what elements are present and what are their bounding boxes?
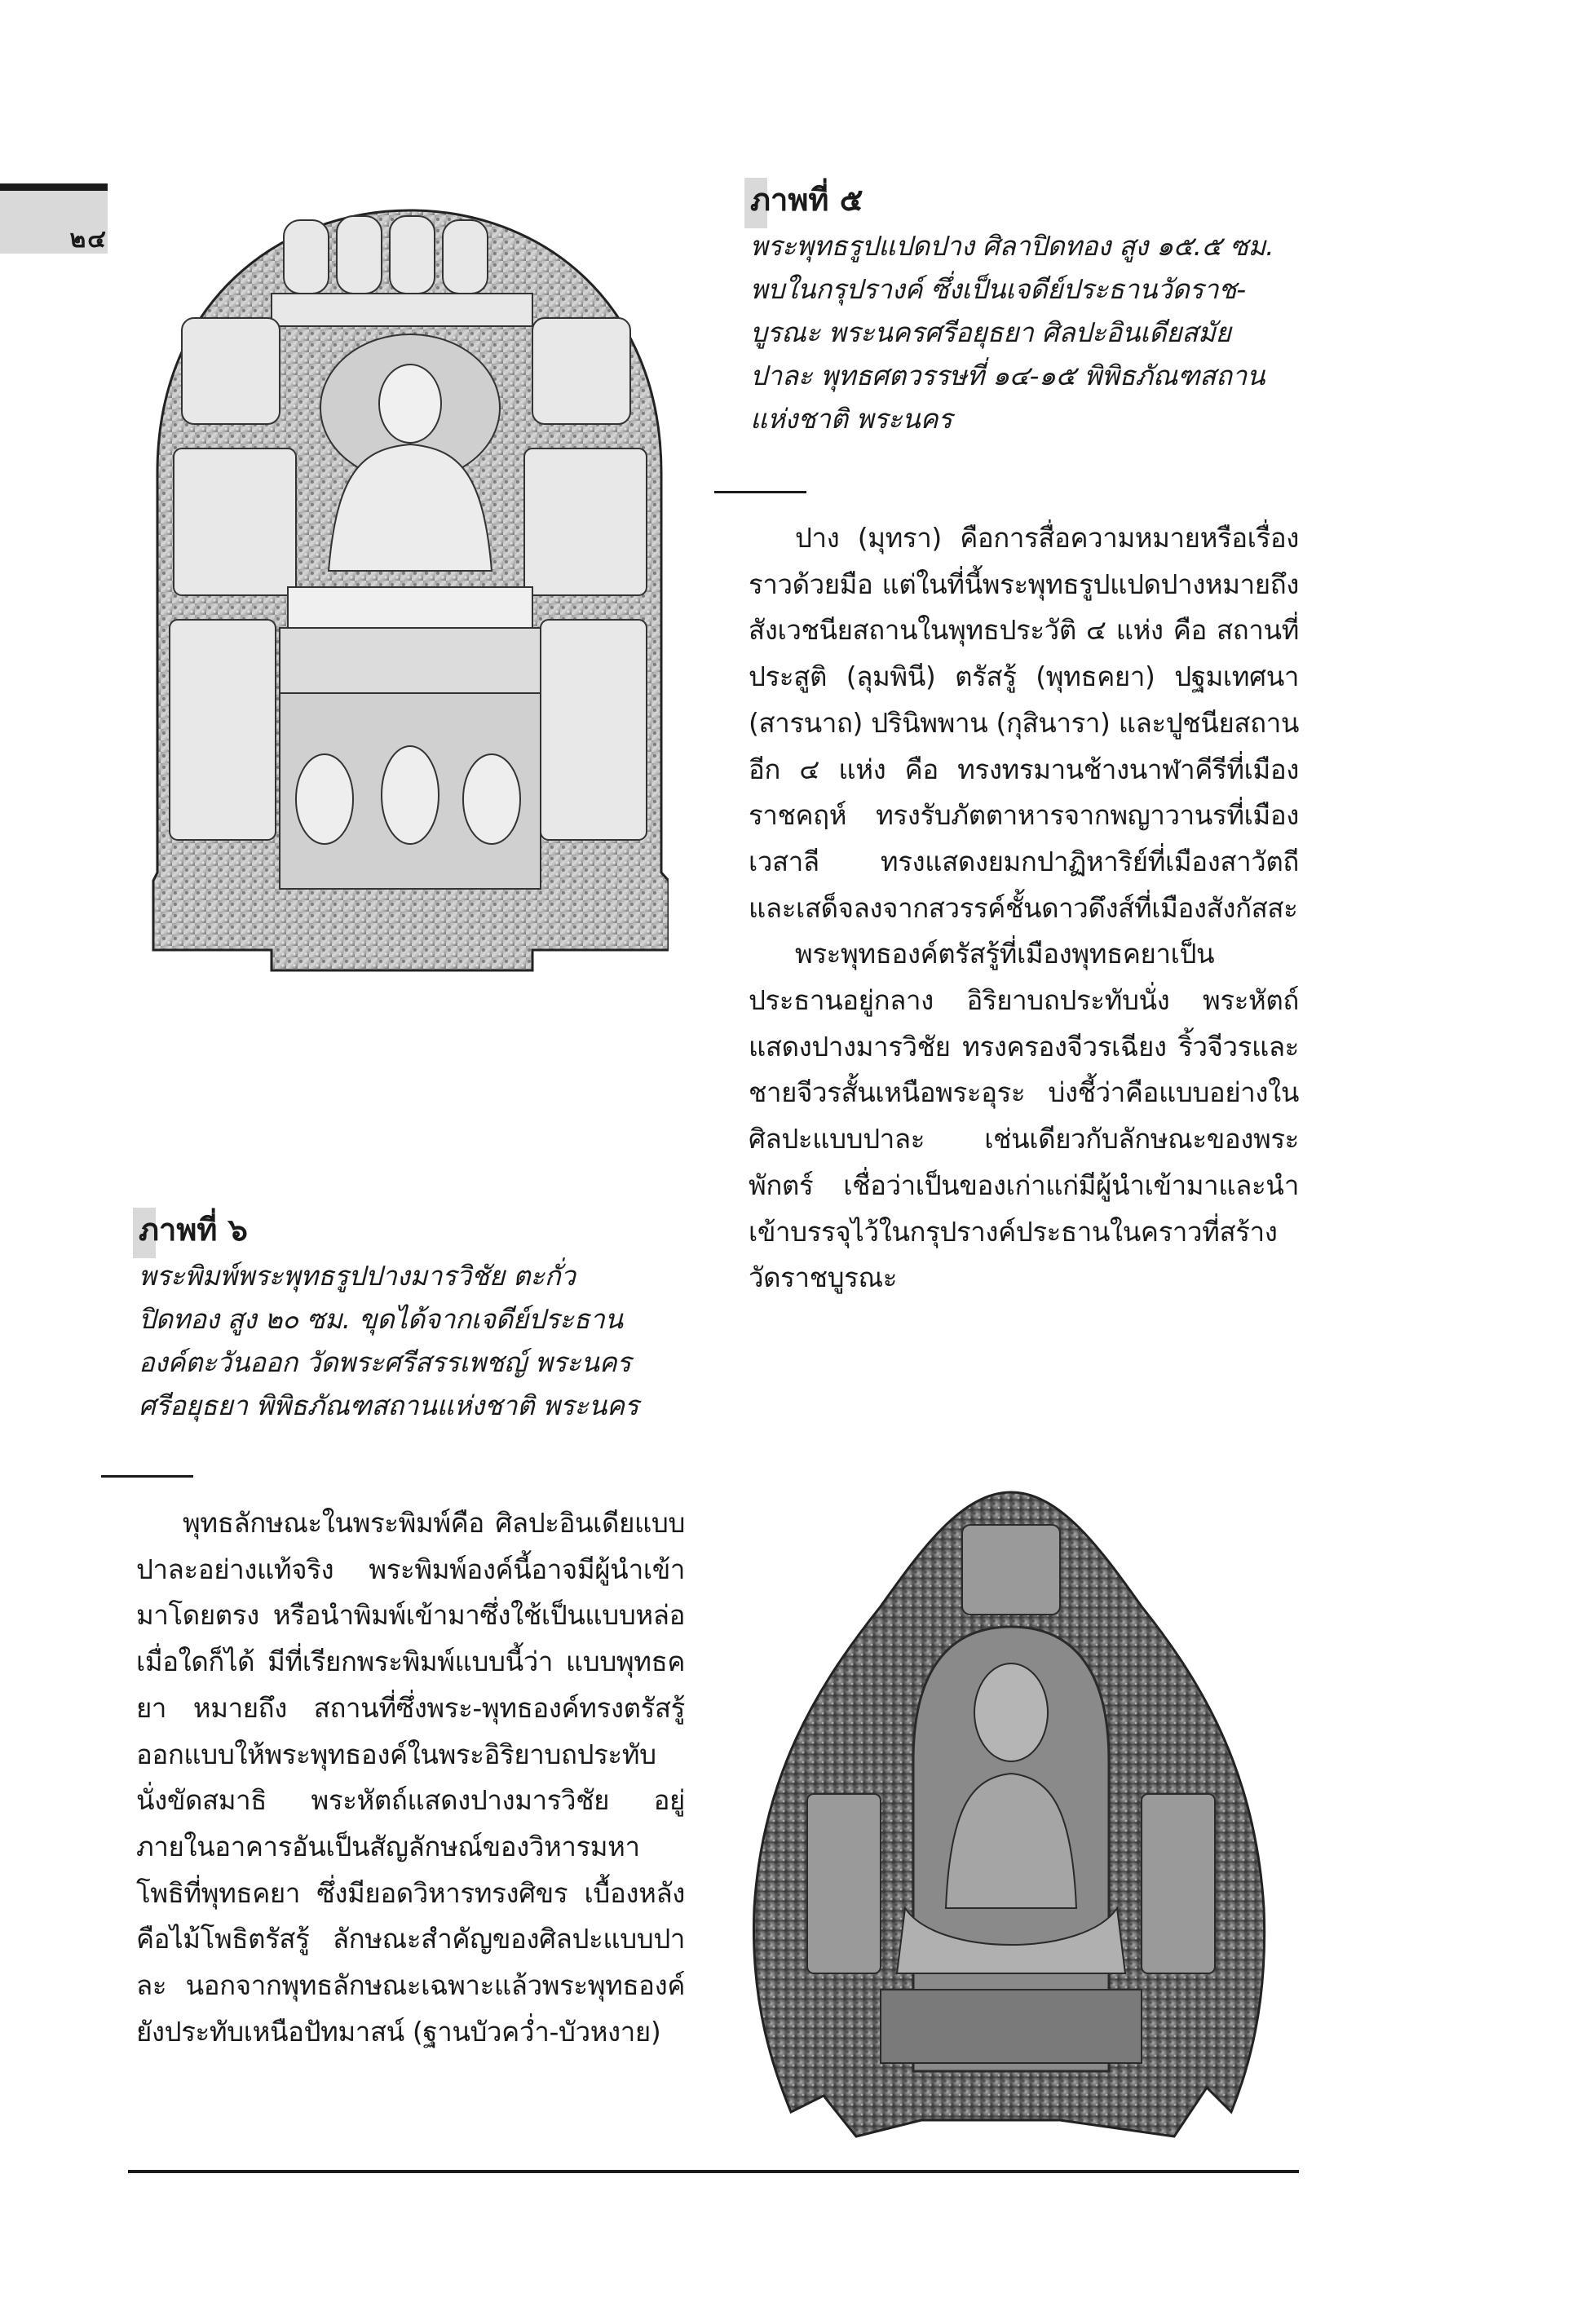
caption-line: บูรณะ พระนครศรีอยุธยา ศิลปะอินเดียสมัย xyxy=(750,316,1231,348)
paragraph: พระพุทธองค์ตรัสรู้ที่เมืองพุทธคยาเป็นประธานอยู่กลาง อิริยาบถประทับนั่ง พระหัตถ์แสดงปางมารวิชัย ทรงครองจีวรเฉียง ริ้วจีวรและชายจีวรสั้นเหนือพระอุระ บ่งชี้ว่าคือแบบอย่างในศิลปะแบบปาละ เช่นเดียวกับลักษณะของพระพักตร์ เชื่อว่าเป็นของเก่าแก่มีผู้นำเข้ามาและนำเข้าบรรจุไว้ในกรุปรางค์ประธานในคราวที่สร้างวัดราชบูรณะ xyxy=(749,938,1299,1294)
figure-5-label-wrap xyxy=(750,175,1305,224)
caption-line: พระพุทธรูปแปดปาง ศิลาปิดทอง สูง ๑๕.๕ ซม. xyxy=(750,230,1274,262)
figure-6-label-wrap xyxy=(139,1205,693,1254)
right-column-body xyxy=(749,515,1299,1301)
caption-line: ปิดทอง สูง ๒๐ ซม. ขุดได้จากเจดีย์ประธาน xyxy=(139,1303,623,1335)
buddha-stele-icon xyxy=(149,204,669,993)
caption-line: แห่งชาติ พระนคร xyxy=(750,403,952,435)
figure-5-label: ภาพที่ ๕ xyxy=(750,182,863,218)
caption-divider xyxy=(101,1475,193,1478)
figure-5-caption xyxy=(750,175,1305,440)
paragraph: ปาง (มุทรา) คือการสื่อความหมายหรือเรื่องราวด้วยมือ แต่ในที่นี้พระพุทธรูปแปดปางหมายถึง สังเวชนียสถานในพุทธประวัติ ๔ แห่ง คือ สถานที่ประสูติ (ลุมพินี) ตรัสรู้ (พุทธคยา) ปฐมเทศนา (สารนาถ) ปรินิพพาน (กุสินารา) และปูชนียสถานอีก ๔ แห่ง คือ ทรงทรมานช้างนาฬาคีรีที่เมืองราชคฤห์ ทรงรับภัตตาหารจากพญาวานรที่เมืองเวสาลี ทรงแสดงยมกปาฏิหาริย์ที่เมืองสาวัตถี และเสด็จลงจากสวรรค์ชั้นดาวดึงส์ที่เมืองสังกัสสะ xyxy=(749,522,1299,924)
page-number: ๒๔ xyxy=(69,225,108,254)
page-tab xyxy=(0,191,108,254)
figure-6-caption-text xyxy=(139,1254,693,1427)
paragraph: พุทธลักษณะในพระพิมพ์คือ ศิลปะอินเดียแบบปาละอย่างแท้จริง พระพิมพ์องค์นี้อาจมีผู้นำเข้ามาโดยตรง หรือนำพิมพ์เข้ามาซึ่งใช้เป็นแบบหล่อเมื่อใดก็ได้ มีที่เรียกพระพิมพ์แบบนี้ว่า แบบพุทธคยา หมายถึง สถานที่ซึ่งพระ-พุทธองค์ทรงตรัสรู้ ออกแบบให้พระพุทธองค์ในพระอิริยาบถประทับนั่งขัดสมาธิ พระหัตถ์แสดงปางมารวิชัย อยู่ภายในอาคารอันเป็นสัญลักษณ์ของวิหารมหาโพธิที่พุทธคยา ซึ่งมียอดวิหารทรงศิขร เบื้องหลังคือไม้โพธิตรัสรู้ ลักษณะสำคัญของศิลปะแบบปาละ นอกจากพุทธลักษณะเฉพาะแล้วพระพุทธองค์ยังประทับเหนือปัทมาสน์ (ฐานบัวคว่ำ-บัวหงาย) xyxy=(136,1507,685,2048)
page-tab-bar xyxy=(0,183,108,191)
caption-line: ศรีอยุธยา พิพิธภัณฑสถานแห่งชาติ พระนคร xyxy=(139,1390,639,1421)
figure-5-caption-text xyxy=(750,224,1305,440)
caption-line: ปาละ พุทธศตวรรษที่ ๑๔-๑๕ พิพิธภัณฑสถาน xyxy=(750,360,1265,391)
figure-6-caption xyxy=(139,1205,693,1427)
figure-6-image xyxy=(718,1451,1305,2153)
left-column-body xyxy=(136,1500,685,2055)
figure-5-image xyxy=(149,204,669,993)
caption-line: พบในกรุปรางค์ ซึ่งเป็นเจดีย์ประธานวัดราช- xyxy=(750,273,1246,305)
figure-6-label: ภาพที่ ๖ xyxy=(139,1212,248,1248)
caption-line: พระพิมพ์พระพุทธรูปปางมารวิชัย ตะกั่ว xyxy=(139,1260,576,1292)
caption-line: องค์ตะวันออก วัดพระศรีสรรเพชญ์ พระนคร xyxy=(139,1346,631,1378)
caption-divider xyxy=(714,491,806,493)
footer-rule xyxy=(128,2170,1299,2173)
votive-tablet-icon xyxy=(718,1451,1305,2153)
